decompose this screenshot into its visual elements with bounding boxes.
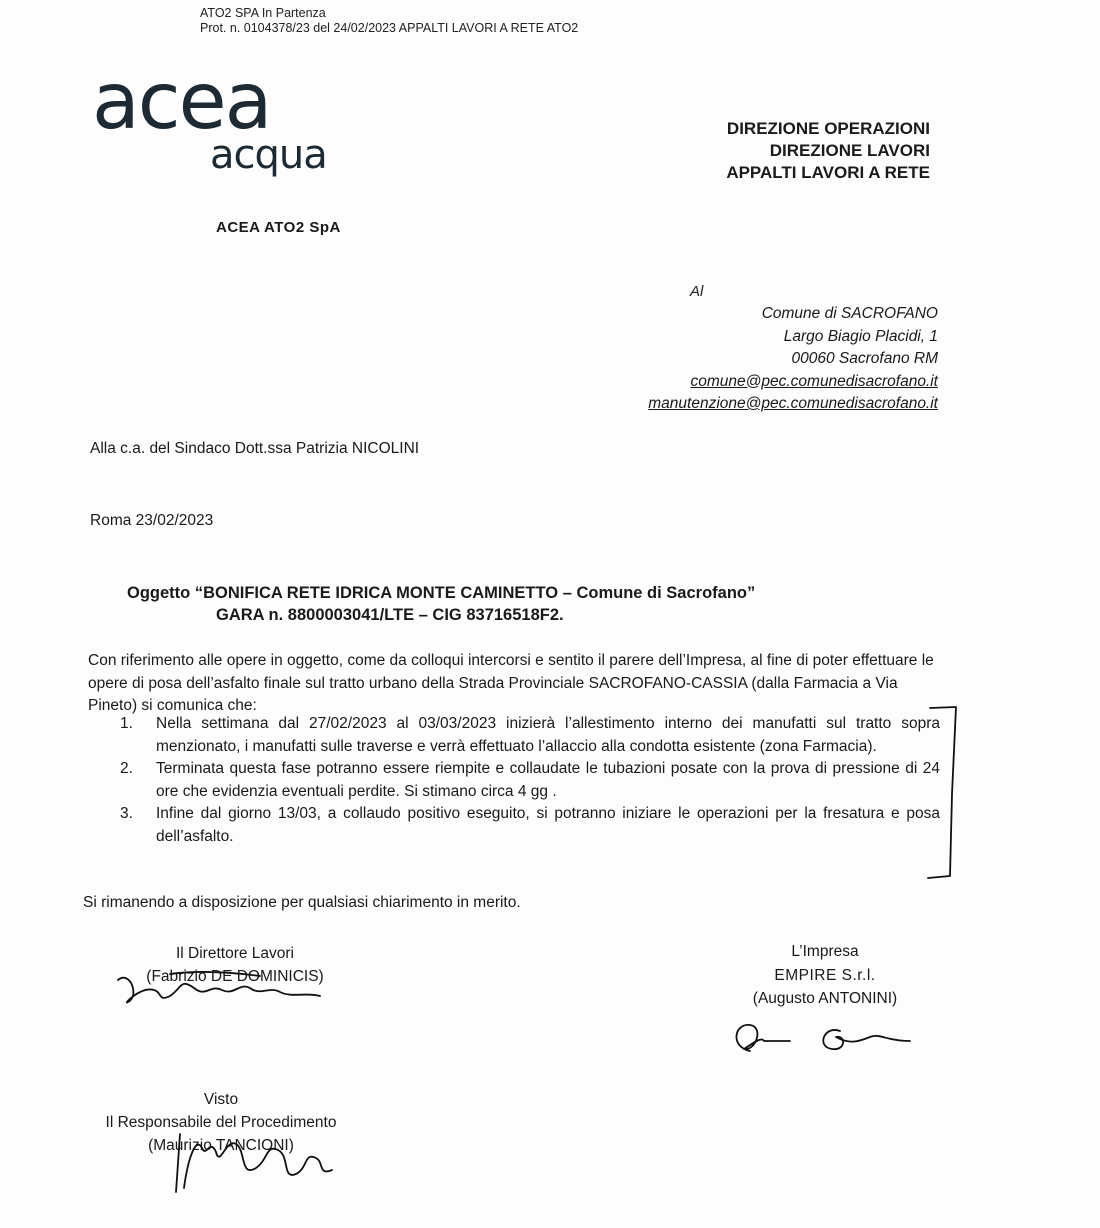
numbered-list [120, 713, 940, 848]
recipient-street: Largo Biagio Placidi, 1 [783, 327, 938, 345]
intro-paragraph: Con riferimento alle opere in oggetto, come da colloqui intercorsi e sentito il parere dell’Impresa, al fine di poter effettuare le opere di posa dell’asfalto finale sul tratto urbano della Strada Provinciale SACROFANO-CASSIA (dalla Farmacia a Via Pineto) si comunica che: [88, 652, 934, 714]
procedure-manager-name: (Maurizio TANCIONI) [148, 1137, 294, 1154]
closing-line: Si rimanendo a disposizione per qualsiasi chiarimento in merito. [83, 894, 521, 911]
signature-director [110, 942, 360, 988]
department-line-3: APPALTI LAVORI A RETE [726, 163, 930, 182]
stamp-line-2: Prot. n. 0104378/23 del 24/02/2023 APPALTI LAVORI A RETE ATO2 [200, 21, 579, 35]
list-item [120, 758, 940, 803]
subject-line-2: GARA n. 8800003041/LTE – CIG 83716518F2. [216, 606, 564, 624]
logo-word-acqua: acqua [210, 132, 327, 178]
handwritten-bracket [926, 704, 960, 880]
signature-company [720, 940, 930, 1061]
recipient-name: Comune di SACROFANO [761, 305, 938, 322]
stamp-line-1: ATO2 SPA In Partenza [200, 6, 326, 20]
subject-block [127, 582, 755, 626]
director-name: (Fabrizio DE DOMINICIS) [146, 968, 324, 985]
list-item-text: Infine dal giorno 13/03, a collaudo positivo eseguito, si potranno iniziare le operazioni per la fresatura e posa dell’asfalto. [156, 805, 940, 845]
recipient-address [560, 303, 938, 416]
subject-line-1: Oggetto “BONIFICA RETE IDRICA MONTE CAMINETTO – Comune di Sacrofano” [127, 584, 756, 602]
director-signature-scribble [110, 966, 360, 1006]
company-sign-title: L’Impresa [791, 943, 859, 960]
company-signature-scribble [720, 1011, 930, 1061]
signature-procedure-manager [76, 1088, 366, 1157]
logo-word-acea: acea [92, 66, 271, 147]
recipient-email-1[interactable]: comune@pec.comunedisacrofano.it [690, 372, 938, 390]
attention-line: Alla c.a. del Sindaco Dott.ssa Patrizia NICOLINI [90, 440, 420, 457]
company-sign-name: (Augusto ANTONINI) [752, 990, 898, 1007]
list-item-number: 3. [120, 805, 133, 822]
date-line: Roma 23/02/2023 [90, 512, 214, 529]
procedure-manager-signature-scribble [166, 1128, 346, 1198]
list-item-number: 2. [120, 760, 133, 777]
list-item-text: Terminata questa fase potranno essere riempite e collaudate le tubazioni posate con la prova di pressione di 24 ore che evidenzia eventuali perdite. Si stimano circa 4 gg . [156, 760, 940, 800]
acea-acqua-logo [92, 66, 352, 186]
visto-label: Visto [203, 1091, 239, 1108]
recipient-prefix: Al [690, 283, 704, 300]
list-item-text: Nella settimana dal 27/02/2023 al 03/03/2023 inizierà l’allestimento interno dei manufatti sul tratto sopra menzionato, i manufatti sulle traverse e verrà effettuato l’allaccio alla condotta esistente (zona Farmacia). [156, 715, 940, 755]
company-name: ACEA ATO2 SpA [216, 219, 341, 236]
director-title: Il Direttore Lavori [175, 945, 294, 962]
list-item-number: 1. [120, 715, 133, 732]
protocol-stamp [200, 6, 578, 36]
recipient-email-2[interactable]: manutenzione@pec.comunedisacrofano.it [648, 395, 938, 412]
department-line-1: DIREZIONE OPERAZIONI [726, 119, 930, 138]
list-item [120, 713, 940, 758]
recipient-city: 00060 Sacrofano RM [791, 350, 938, 367]
procedure-manager-title: Il Responsabile del Procedimento [105, 1114, 337, 1131]
department-block [640, 118, 930, 184]
list-item [120, 803, 940, 848]
company-sign-company: EMPIRE S.r.l. [774, 966, 876, 984]
department-line-2: DIREZIONE LAVORI [769, 141, 930, 160]
